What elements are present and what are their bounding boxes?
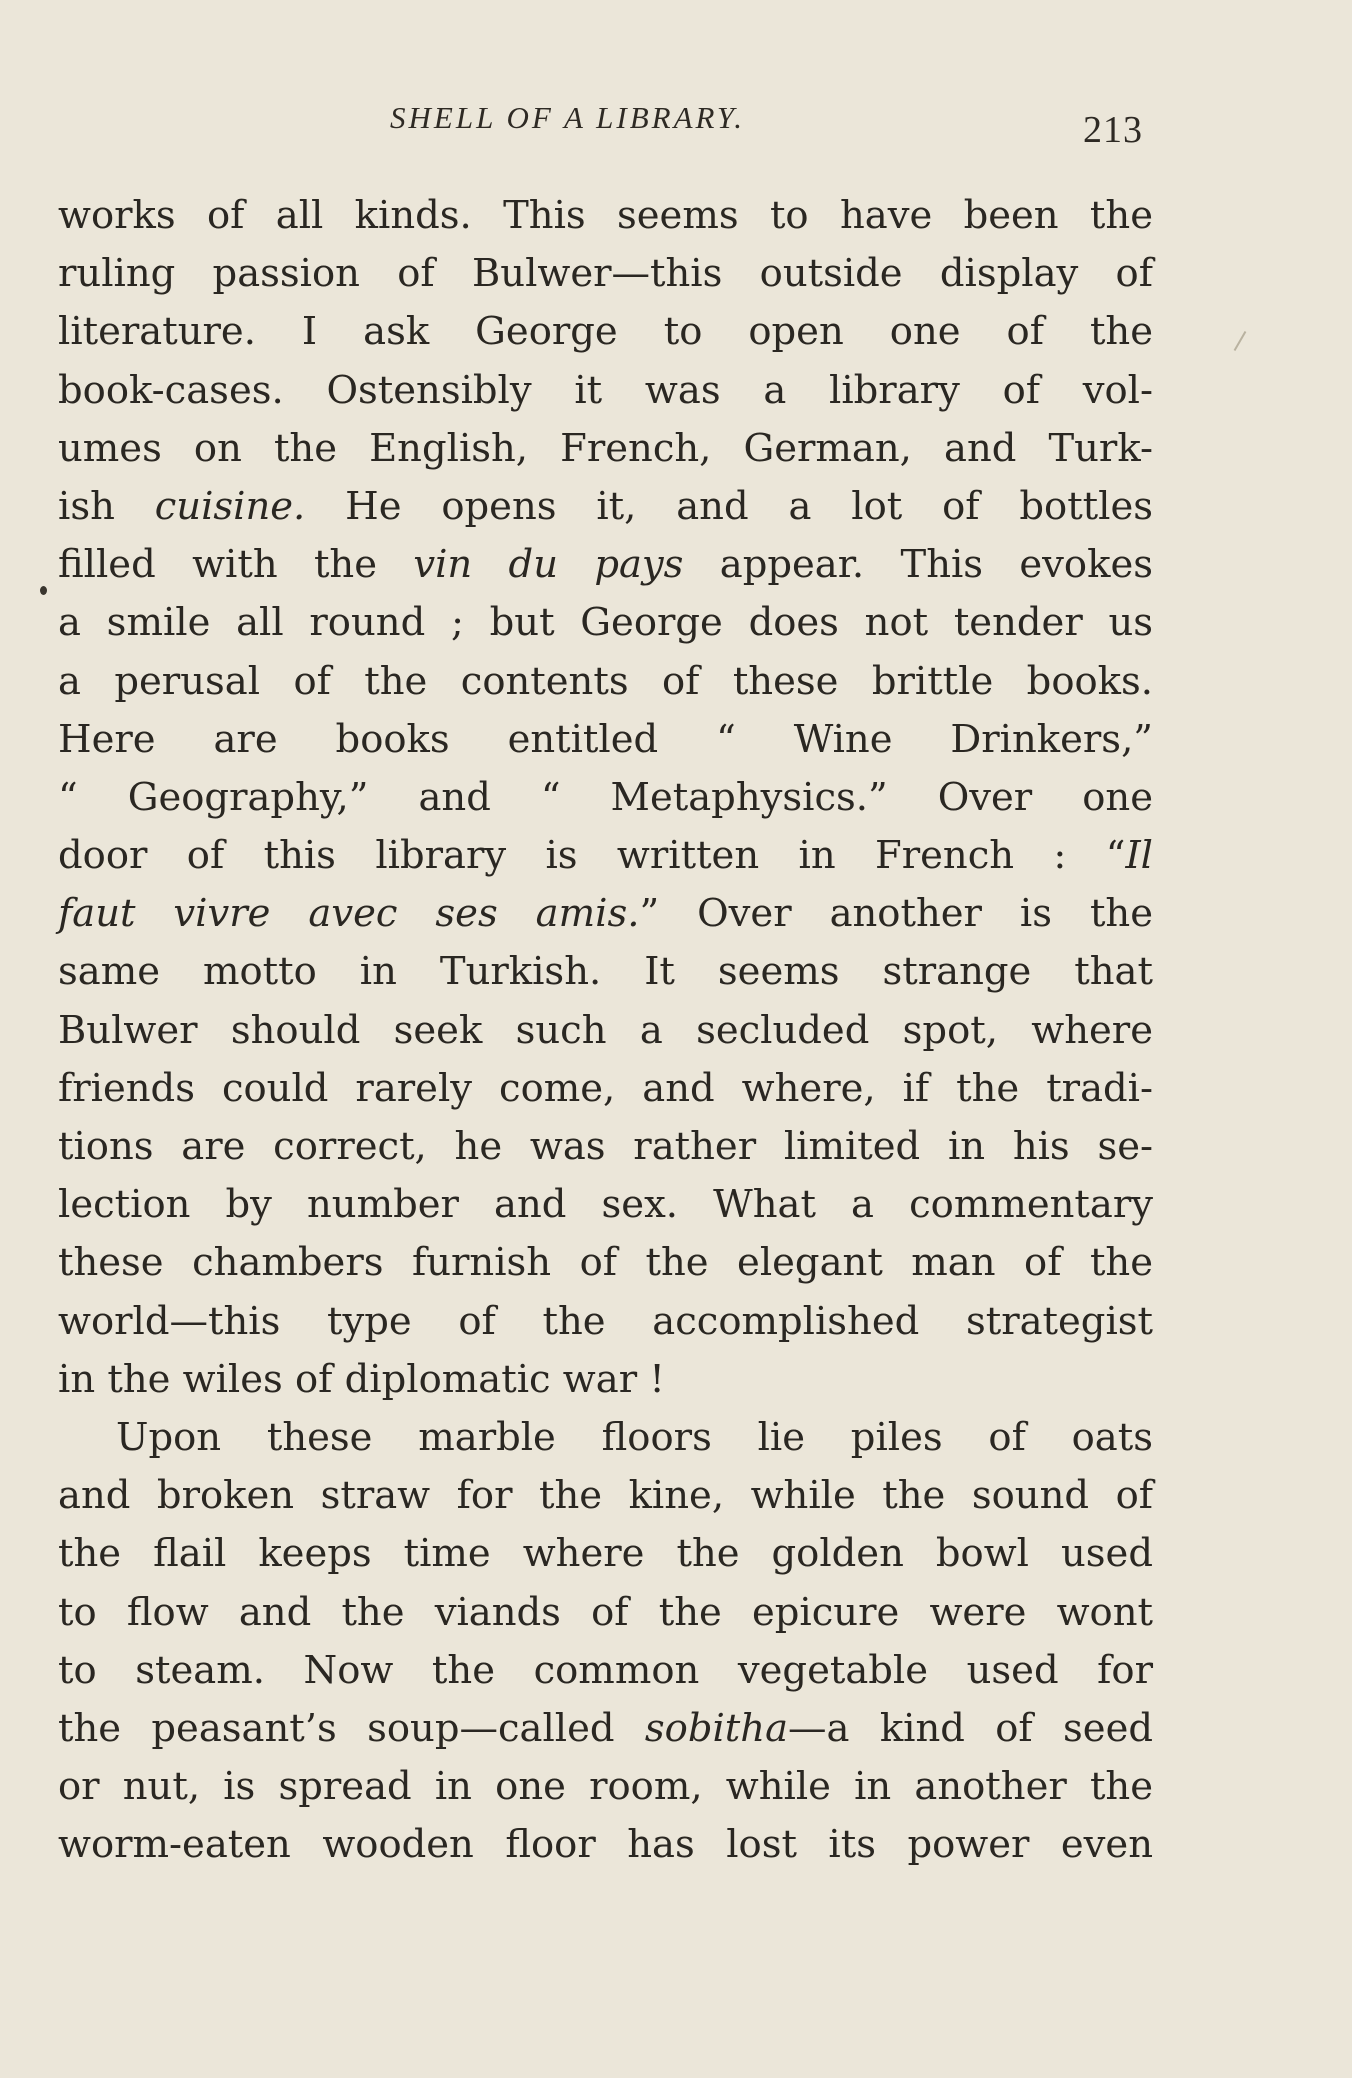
line-text: He opens it, and a lot of bottles xyxy=(305,483,1153,529)
text-line xyxy=(58,1642,1153,1700)
line-text: friends could rarely come, and where, if the tradi- xyxy=(58,1065,1153,1111)
text-line xyxy=(58,711,1153,769)
line-text: Bulwer should seek such a secluded spot, where xyxy=(58,1007,1153,1053)
line-text: umes on the English, French, German, and Turk- xyxy=(58,425,1153,471)
line-text: door of this library is written in French : “ xyxy=(58,833,1126,879)
line-text: world—this type of the accomplished strategist xyxy=(58,1298,1153,1344)
line-text: to steam. Now the common vegetable used for xyxy=(58,1647,1153,1693)
line-text: filled with the xyxy=(58,542,414,588)
text-line xyxy=(58,885,1153,943)
text-line xyxy=(58,769,1153,827)
line-text: appear. This evokes xyxy=(683,542,1153,588)
text-line xyxy=(58,1409,1153,1467)
line-text: and broken straw for the kine, while the sound of xyxy=(58,1473,1153,1519)
line-text: book-cases. Ostensibly it was a library of vol- xyxy=(58,367,1153,413)
text-line xyxy=(58,1293,1153,1351)
margin-dot-mark xyxy=(40,586,47,595)
page-number: 213 xyxy=(1083,109,1143,151)
line-text: Upon these marble floors lie piles of oats xyxy=(116,1414,1153,1460)
body-text xyxy=(58,187,1153,1874)
text-line xyxy=(58,536,1153,594)
line-text: a smile all round ; but George does not tender us xyxy=(58,600,1153,646)
text-line xyxy=(58,1584,1153,1642)
text-line xyxy=(58,943,1153,1001)
text-line xyxy=(58,1234,1153,1292)
line-text: works of all kinds. This seems to have been the xyxy=(58,193,1153,238)
line-text: the peasant’s soup—called xyxy=(58,1705,645,1751)
text-line xyxy=(58,362,1153,420)
line-text: lection by number and sex. What a commentary xyxy=(58,1182,1153,1228)
italic-phrase: cuisine. xyxy=(154,483,306,529)
text-line xyxy=(58,1525,1153,1583)
line-text: same motto in Turkish. It seems strange that xyxy=(58,949,1153,995)
line-text: the flail keeps time where the golden bowl used xyxy=(58,1531,1153,1577)
line-text: ” Over another is the xyxy=(639,891,1153,937)
line-text: worm-eaten wooden floor has lost its power even xyxy=(58,1822,1153,1868)
italic-phrase: Il xyxy=(1125,833,1153,879)
italic-phrase: vin du pays xyxy=(413,542,684,588)
line-text: these chambers furnish of the elegant man of the xyxy=(58,1240,1153,1286)
line-text: a perusal of the contents of these brittle books. xyxy=(58,658,1153,704)
text-line xyxy=(58,420,1153,478)
text-line xyxy=(58,1118,1153,1176)
running-head: SHELL OF A LIBRARY. xyxy=(390,100,746,135)
text-line xyxy=(58,653,1153,711)
italic-phrase: faut vivre avec ses amis. xyxy=(58,891,640,937)
text-line xyxy=(58,1002,1153,1060)
text-line xyxy=(58,1467,1153,1525)
text-line xyxy=(58,187,1153,245)
text-line xyxy=(58,478,1153,536)
margin-pencil-mark xyxy=(1234,331,1247,351)
line-text: Here are books entitled “ Wine Drinkers,” xyxy=(58,716,1153,762)
text-line xyxy=(58,303,1153,361)
line-text: “ Geography,” and “ Metaphysics.” Over one xyxy=(58,774,1153,820)
line-text: ish xyxy=(58,483,155,529)
italic-phrase: sobitha xyxy=(644,1705,789,1751)
text-line xyxy=(58,827,1153,885)
line-text: tions are correct, he was rather limited in his se- xyxy=(58,1124,1153,1169)
text-line xyxy=(58,1700,1153,1758)
text-line xyxy=(58,1060,1153,1118)
text-line xyxy=(58,245,1153,303)
line-text: literature. I ask George to open one of the xyxy=(58,309,1153,355)
text-line xyxy=(58,594,1153,652)
line-text: to flow and the viands of the epicure were wont xyxy=(58,1589,1153,1635)
text-line xyxy=(58,1176,1153,1234)
line-text: or nut, is spread in one room, while in another the xyxy=(58,1764,1153,1810)
text-line xyxy=(58,1758,1153,1816)
line-text: in the wiles of diplomatic war ! xyxy=(58,1356,665,1402)
text-line xyxy=(58,1816,1153,1874)
line-text: —a kind of seed xyxy=(788,1705,1154,1751)
line-text: ruling passion of Bulwer—this outside display of xyxy=(58,251,1153,297)
text-line xyxy=(58,1351,1153,1409)
